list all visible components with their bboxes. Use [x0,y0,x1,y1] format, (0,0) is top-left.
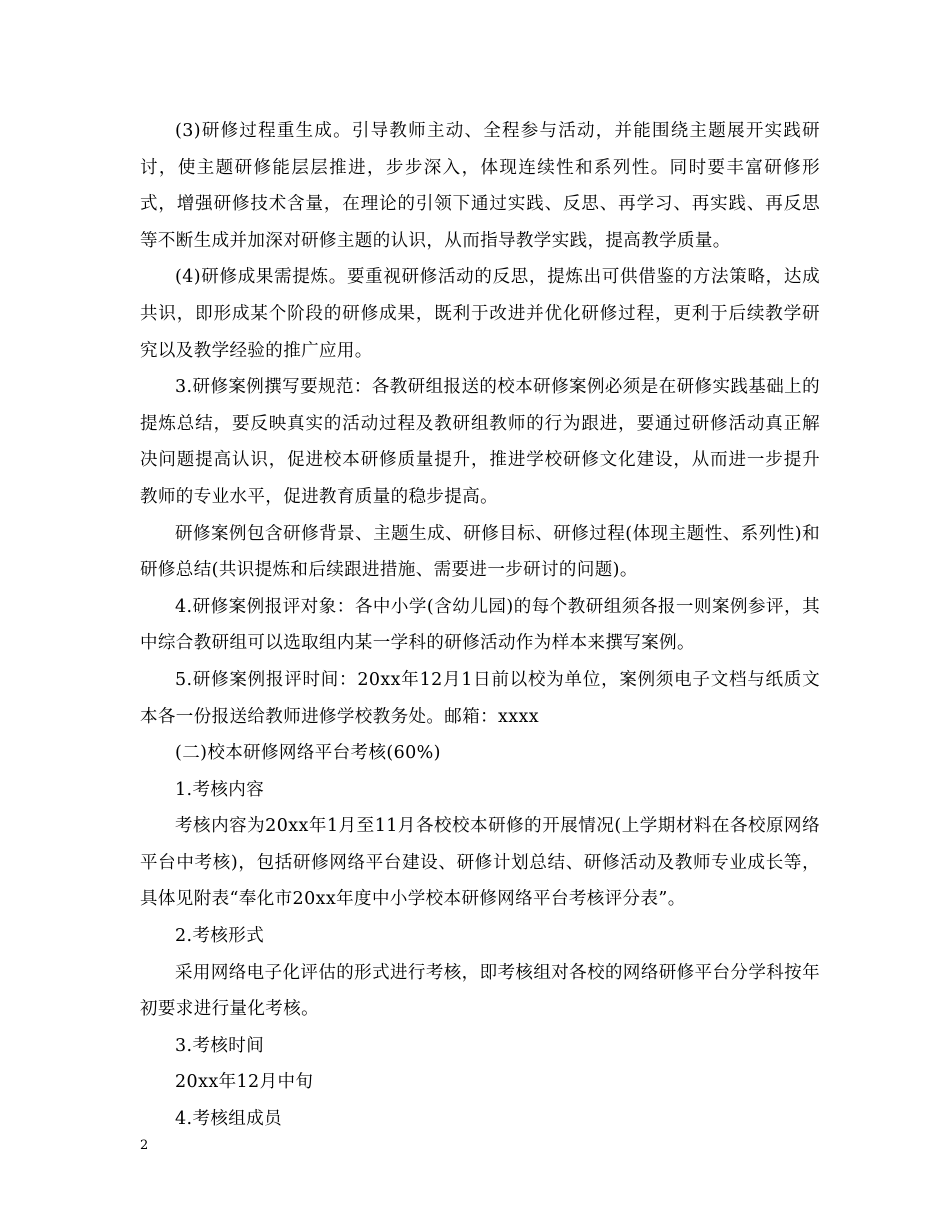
paragraph-assessment-format: 采用网络电子化评估的形式进行考核，即考核组对各校的网络研修平台分学科按年初要求进行量化考核。 [140,962,820,1020]
paragraph-case-contents: 研修案例包含研修背景、主题生成、研修目标、研修过程(体现主题性、系列性)和研修总结(共识提炼和后续跟进措施、需要进一步研讨的问题)。 [140,523,820,581]
page-number: 2 [140,1138,149,1153]
subheading-assessment-team: 4.考核组成员 [175,1109,282,1130]
paragraph-research-process: (3)研修过程重生成。引导教师主动、全程参与活动，并能围绕主题展开实践研讨，使主题研修能层层推进，步步深入，体现连续性和系列性。同时要丰富研修形式，增强研修技术含量，在理论的引领下通过实践、反思、再学习、再实践、再反思等不断生成并加深对研修主题的认识，从而指导教学实践，提高教学质量。 [140,121,820,251]
section-heading-platform-assessment: (二)校本研修网络平台考核(60%) [175,743,441,764]
paragraph-case-evaluation-time: 5.研修案例报评时间：20xx年12月1日前以校为单位，案例须电子文档与纸质文本各一份报送给教师进修学校教务处。邮箱：xxxx [140,669,820,727]
subheading-assessment-time: 3.考核时间 [175,1035,265,1056]
paragraph-assessment-time: 20xx年12月中旬 [175,1072,314,1093]
subheading-assessment-content: 1.考核内容 [175,779,265,800]
paragraph-case-writing-standards: 3.研修案例撰写要规范：各教研组报送的校本研修案例必须是在研修实践基础上的提炼总结，要反映真实的活动过程及教研组教师的行为跟进，要通过研修活动真正解决问题提高认识，促进校本研修质量提升，推进学校研修文化建设，从而进一步提升教师的专业水平，促进教育质量的稳步提高。 [140,377,820,507]
document-body [140,113,820,1138]
subheading-assessment-format: 2.考核形式 [175,926,265,947]
paragraph-assessment-content: 考核内容为20xx年1月至11月各校校本研修的开展情况(上学期材料在各校原网络平台中考核)，包括研修网络平台建设、研修计划总结、研修活动及教师专业成长等，具体见附表“奉化市20xx年度中小学校本研修网络平台考核评分表”。 [140,816,820,910]
paragraph-case-evaluation-targets: 4.研修案例报评对象：各中小学(含幼儿园)的每个教研组须各报一则案例参评，其中综合教研组可以选取组内某一学科的研修活动作为样本来撰写案例。 [140,596,820,654]
paragraph-research-results: (4)研修成果需提炼。要重视研修活动的反思，提炼出可供借鉴的方法策略，达成共识，即形成某个阶段的研修成果，既利于改进并优化研修过程，更利于后续教学研究以及教学经验的推广应用。 [140,267,820,361]
